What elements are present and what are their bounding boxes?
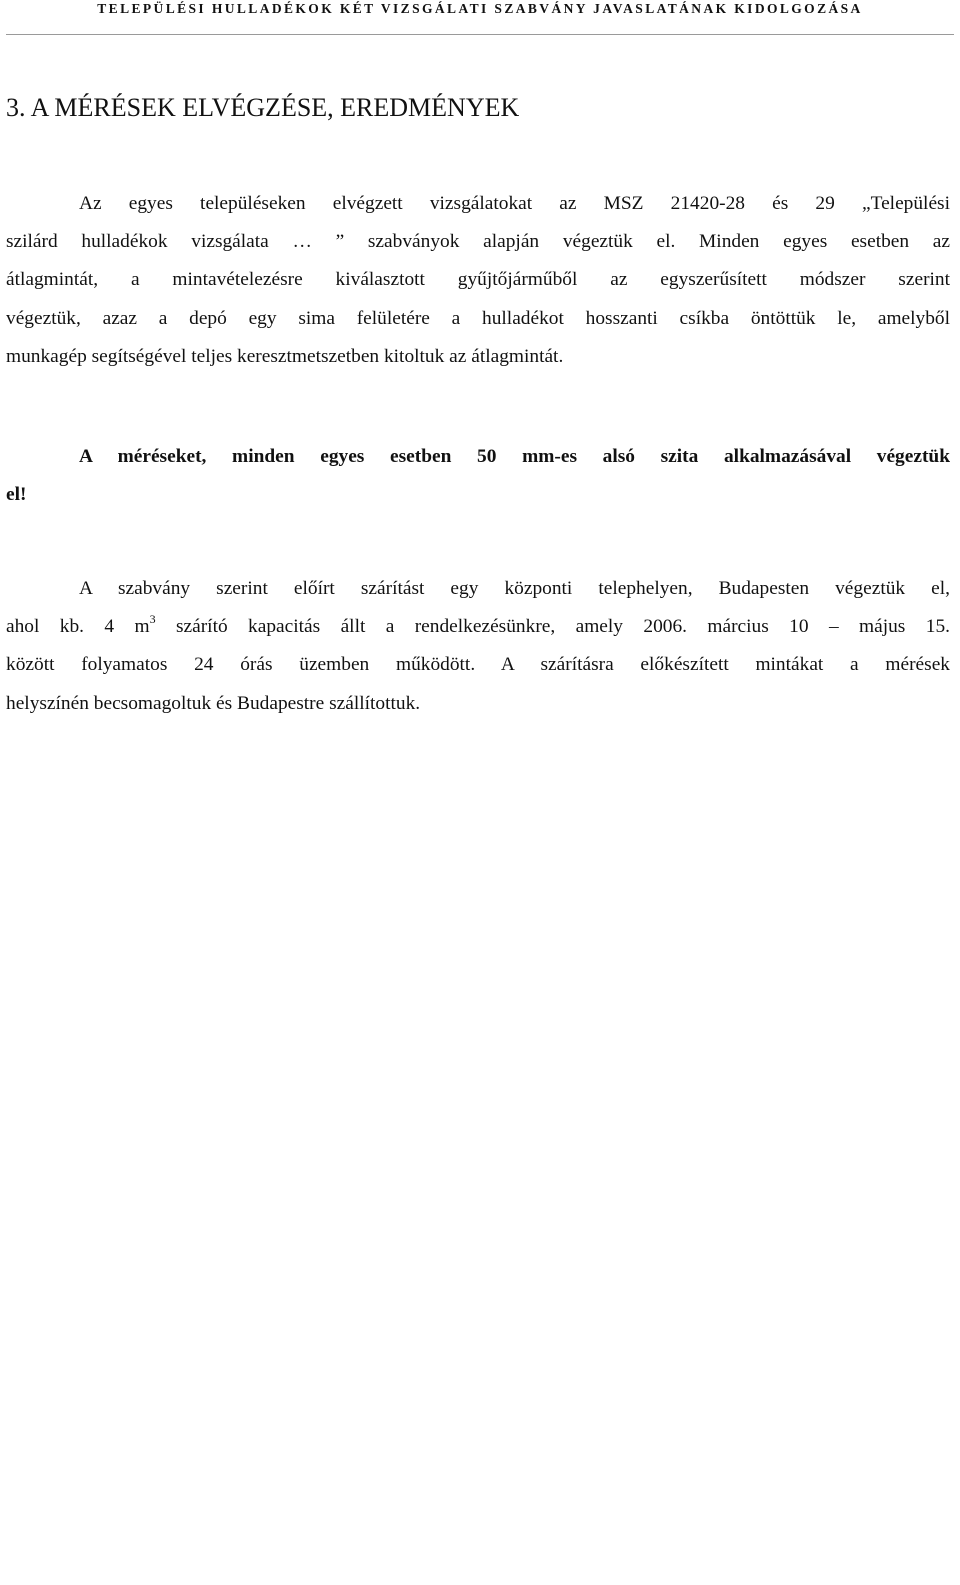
paragraph-line: helyszínén becsomagoltuk és Budapestre szállítottuk. xyxy=(6,692,421,714)
paragraph-line: Az egyes településeken elvégzett vizsgálatokat az MSZ 21420-28 és 29 „Települési xyxy=(79,193,950,214)
paragraph-line-part: szárító kapacitás állt a rendelkezésünkre, amely 2006. március 10 – május 15. xyxy=(155,616,950,638)
paragraph-line: között folyamatos 24 órás üzemben működött. A szárításra előkészített mintákat a mérések xyxy=(6,654,950,676)
header-divider xyxy=(6,34,954,35)
paragraph-line: A méréseket, minden egyes esetben 50 mm-es alsó szita alkalmazásával végeztük xyxy=(79,446,950,467)
paragraph-line: szilárd hulladékok vizsgálata … ” szabványok alapján végeztük el. Minden egyes esetben az xyxy=(6,231,950,253)
superscript-exponent: 3 xyxy=(149,611,156,626)
paragraph-line: munkagép segítségével teljes keresztmetszetben kitoltuk az átlagmintát. xyxy=(6,345,564,367)
running-header: TELEPÜLÉSI HULLADÉKOK KÉT VIZSGÁLATI SZABVÁNY JAVASLATÁNAK KIDOLGOZÁSA xyxy=(97,1,863,16)
paragraph-line xyxy=(6,608,950,646)
paragraph-sampling-method xyxy=(6,185,950,376)
paragraph-line: el! xyxy=(6,484,27,506)
paragraph-line: átlagmintát, a mintavételezésre kiválasztott gyűjtőjárműből az egyszerűsített módszer szerint xyxy=(6,269,950,291)
paragraph-sieve-note xyxy=(6,438,950,514)
paragraph-line-part: ahol kb. 4 m xyxy=(6,616,150,638)
paragraph-drying xyxy=(6,570,950,723)
section-title: 3. A MÉRÉSEK ELVÉGZÉSE, EREDMÉNYEK xyxy=(6,93,520,122)
paragraph-line: végeztük, azaz a depó egy sima felületére a hulladékot hosszanti csíkba öntöttük le, amelyből xyxy=(6,307,950,329)
paragraph-line: A szabvány szerint előírt szárítást egy központi telephelyen, Budapesten végeztük el, xyxy=(79,578,950,599)
